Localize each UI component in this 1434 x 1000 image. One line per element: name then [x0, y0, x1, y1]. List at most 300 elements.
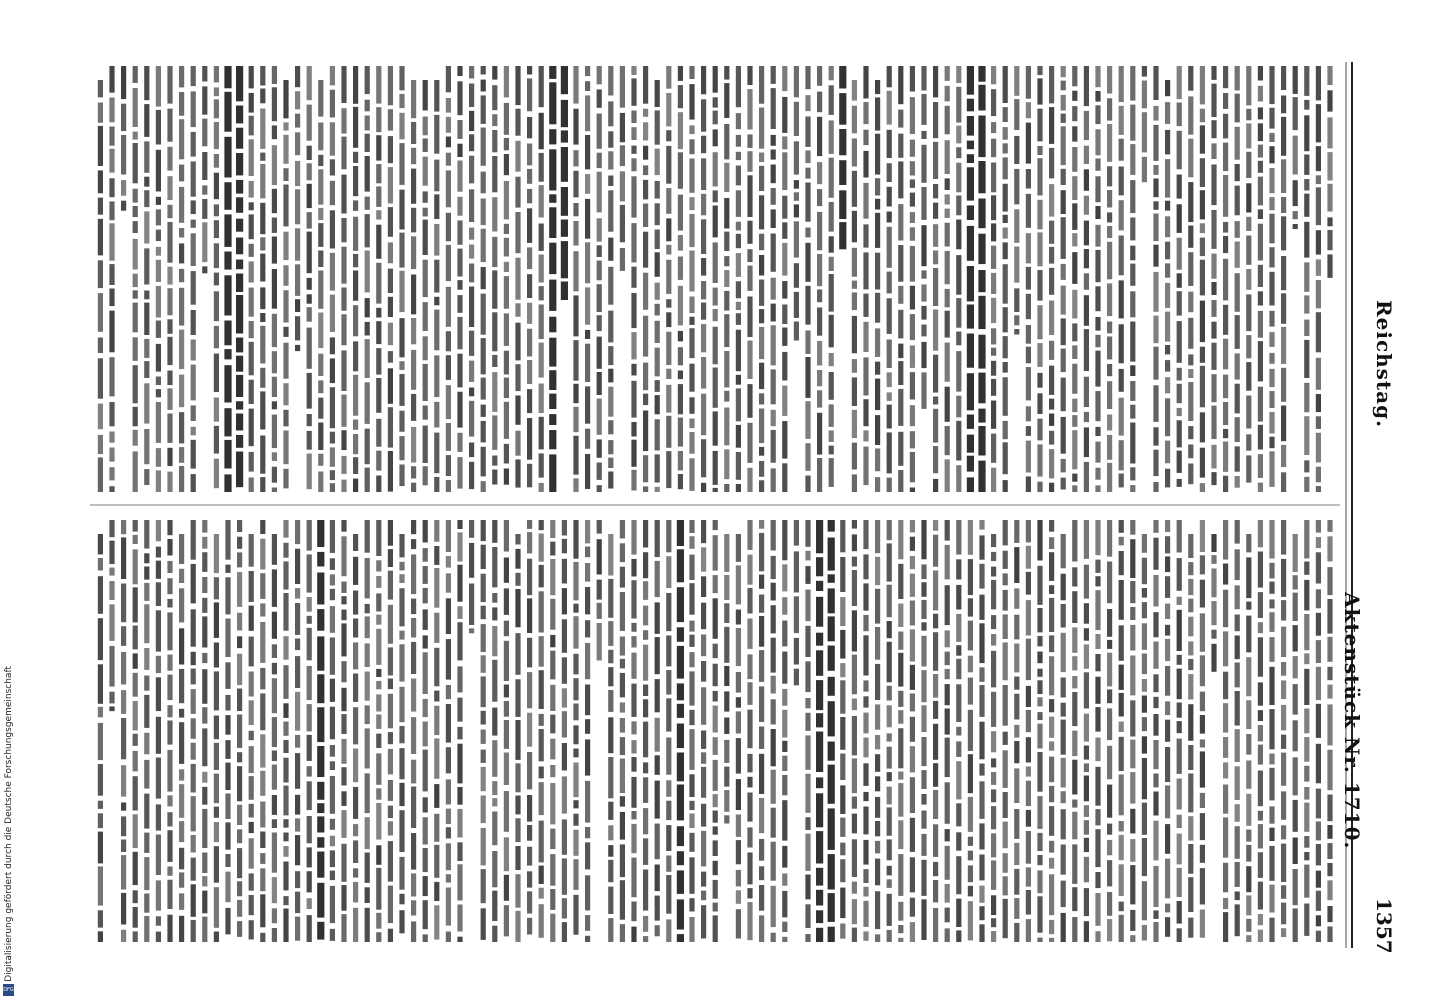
text-word	[736, 890, 741, 904]
text-word	[608, 860, 613, 882]
text-word	[1119, 902, 1124, 912]
text-word	[121, 765, 126, 796]
text-word	[759, 885, 764, 911]
text-word	[1223, 93, 1228, 109]
text-word	[1211, 374, 1216, 402]
text-word	[736, 840, 741, 864]
text-word	[655, 380, 660, 392]
text-word	[933, 355, 938, 393]
text-word	[910, 601, 915, 626]
text-word	[666, 416, 671, 448]
text-word	[1235, 186, 1240, 216]
text-word	[921, 325, 926, 337]
text-word	[655, 252, 660, 276]
text-word	[771, 209, 776, 228]
text-word	[341, 314, 346, 345]
text-word	[898, 925, 903, 933]
text-word	[481, 481, 486, 492]
text-word	[956, 421, 961, 461]
text-word	[805, 590, 810, 622]
text-word	[191, 220, 196, 228]
text-word	[133, 852, 138, 885]
text-word	[782, 463, 787, 492]
text-word	[237, 613, 242, 631]
text-word	[492, 415, 497, 450]
text-word	[956, 659, 961, 679]
text-word	[179, 466, 184, 492]
text-word	[236, 180, 243, 194]
text-word	[840, 597, 845, 626]
text-word	[504, 791, 509, 832]
text-word	[1223, 737, 1228, 758]
text-word	[330, 295, 335, 332]
text-word	[573, 725, 578, 744]
text-word	[1026, 426, 1031, 436]
text-word	[504, 103, 509, 135]
text-word	[295, 66, 300, 87]
text-word	[423, 191, 428, 202]
text-word	[1107, 337, 1112, 360]
text-word	[481, 405, 486, 417]
text-word	[376, 378, 381, 413]
text-word	[747, 468, 752, 492]
text-word	[1200, 301, 1205, 343]
text-word	[1003, 792, 1008, 818]
text-word	[1327, 667, 1332, 680]
text-word	[573, 895, 578, 935]
text-word	[677, 549, 684, 582]
text-word	[1304, 709, 1309, 734]
text-word	[840, 859, 845, 882]
text-word	[991, 401, 996, 429]
text-word	[272, 663, 277, 675]
text-word	[677, 826, 684, 846]
text-word	[597, 623, 602, 661]
text-word	[724, 767, 729, 787]
text-word	[782, 689, 787, 706]
text-word	[1165, 639, 1170, 661]
text-word	[144, 248, 149, 284]
text-word	[504, 685, 509, 698]
text-word	[968, 754, 973, 793]
text-word	[1269, 108, 1274, 129]
text-word	[1095, 129, 1100, 155]
text-word	[365, 116, 370, 131]
text-word	[1026, 546, 1031, 569]
text-word	[434, 905, 439, 939]
text-word	[144, 733, 149, 755]
text-word	[434, 80, 439, 112]
text-word	[167, 830, 172, 862]
text-word	[191, 564, 196, 604]
text-word	[341, 175, 346, 214]
text-word	[978, 116, 985, 158]
text-word	[747, 853, 752, 885]
text-word	[481, 655, 486, 673]
text-word	[991, 163, 996, 193]
text-word	[1223, 236, 1228, 253]
text-word	[1130, 485, 1135, 492]
text-word	[1003, 750, 1008, 788]
text-word	[666, 385, 671, 413]
text-word	[747, 266, 752, 291]
text-word	[144, 141, 149, 172]
text-word	[423, 876, 428, 896]
text-word	[1095, 677, 1100, 704]
text-word	[1107, 66, 1112, 94]
text-word	[144, 104, 149, 137]
text-word	[1003, 421, 1008, 439]
text-word	[562, 559, 567, 584]
text-word	[1061, 678, 1066, 698]
text-word	[655, 781, 660, 819]
text-word	[236, 435, 243, 448]
text-word	[689, 710, 694, 725]
text-word	[863, 901, 868, 927]
text-word	[446, 843, 451, 870]
text-word	[713, 880, 718, 899]
text-word	[133, 290, 138, 298]
text-word	[214, 354, 219, 393]
text-word	[643, 165, 648, 175]
text-word	[1200, 223, 1205, 233]
text-word	[933, 224, 938, 247]
text-word	[816, 557, 823, 576]
text-word	[260, 109, 265, 149]
text-word	[1153, 922, 1158, 942]
text-word	[167, 66, 172, 104]
text-word	[307, 66, 312, 100]
text-word	[1211, 601, 1216, 625]
text-word	[1014, 694, 1019, 720]
text-word	[283, 758, 288, 783]
text-word	[492, 740, 497, 777]
text-word	[121, 816, 126, 836]
text-word	[1165, 520, 1170, 532]
text-word	[713, 903, 718, 912]
text-word	[353, 305, 358, 336]
text-word	[991, 567, 996, 577]
text-word	[713, 706, 718, 733]
text-word	[713, 598, 718, 639]
text-word	[805, 228, 810, 238]
text-word	[434, 355, 439, 397]
text-word	[224, 440, 231, 469]
text-word	[1269, 612, 1274, 632]
text-word	[283, 819, 288, 828]
text-word	[1153, 165, 1158, 175]
text-word	[713, 190, 718, 202]
text-word	[1246, 434, 1251, 450]
text-word	[376, 669, 381, 677]
text-word	[539, 255, 544, 283]
text-word	[1049, 699, 1054, 712]
text-word	[887, 227, 892, 268]
text-word	[839, 129, 846, 155]
text-word	[307, 554, 312, 592]
text-word	[446, 874, 451, 882]
text-word	[805, 661, 810, 692]
text-word	[457, 280, 462, 290]
text-word	[666, 66, 671, 89]
text-word	[1130, 381, 1135, 401]
text-word	[1026, 766, 1031, 776]
text-word	[643, 273, 648, 310]
text-word	[910, 405, 915, 426]
text-word	[549, 317, 556, 333]
text-word	[794, 66, 799, 97]
text-word	[967, 266, 974, 301]
text-word	[1258, 852, 1263, 878]
text-word	[376, 164, 381, 183]
text-word	[921, 622, 926, 630]
text-word	[782, 305, 787, 325]
text-word	[631, 824, 636, 853]
text-word	[1269, 168, 1274, 193]
text-word	[829, 85, 834, 115]
text-word	[1281, 197, 1286, 213]
text-word	[1281, 96, 1286, 114]
text-word	[631, 902, 636, 922]
text-word	[736, 66, 741, 107]
text-word	[1223, 703, 1228, 732]
text-word	[875, 362, 880, 375]
text-word	[1072, 399, 1077, 412]
text-word	[597, 284, 602, 312]
text-word	[121, 652, 126, 685]
text-word	[1049, 431, 1054, 445]
text-word	[144, 429, 149, 464]
text-word	[423, 260, 428, 297]
text-word	[237, 520, 242, 532]
text-word	[446, 779, 451, 804]
text-word	[747, 654, 752, 679]
text-word	[376, 66, 381, 104]
text-word	[388, 605, 393, 644]
text-word	[1072, 917, 1077, 942]
text-word	[828, 765, 835, 804]
text-word	[910, 314, 915, 340]
text-word	[1119, 737, 1124, 771]
text-word	[608, 151, 613, 169]
text-word	[399, 726, 404, 743]
text-word	[1235, 663, 1240, 688]
text-word	[1153, 674, 1158, 692]
text-word	[782, 386, 787, 416]
text-word	[156, 321, 161, 338]
text-word	[817, 66, 822, 86]
text-word	[736, 628, 741, 666]
text-word	[945, 194, 950, 204]
text-word	[272, 678, 277, 713]
text-word	[527, 66, 532, 75]
text-word	[701, 752, 706, 764]
text-word	[898, 520, 903, 559]
text-word	[1235, 384, 1240, 414]
text-word	[399, 374, 404, 406]
text-word	[1177, 739, 1182, 774]
funding-note: Digitalisierung gefördert durch die Deutsche Forschungsgemeinschaft	[4, 666, 14, 982]
text-word	[1003, 732, 1008, 745]
text-word	[597, 463, 602, 480]
text-word	[121, 626, 126, 646]
text-word	[109, 178, 114, 197]
text-word	[585, 330, 590, 339]
text-word	[1246, 700, 1251, 729]
text-word	[341, 395, 346, 427]
text-word	[805, 566, 810, 584]
text-word	[910, 193, 915, 207]
text-word	[376, 308, 381, 318]
text-word	[1258, 520, 1263, 547]
text-word	[1026, 810, 1031, 827]
text-word	[1014, 547, 1019, 583]
text-word	[1142, 157, 1147, 182]
text-word	[446, 455, 451, 476]
text-word	[98, 558, 103, 571]
text-word	[898, 204, 903, 240]
text-word	[272, 66, 277, 84]
text-word	[1304, 383, 1309, 413]
text-word	[156, 230, 161, 242]
text-word	[1281, 627, 1286, 657]
text-word	[307, 597, 312, 612]
text-word	[945, 343, 950, 382]
text-word	[1165, 536, 1170, 553]
text-word	[457, 727, 462, 740]
text-word	[701, 603, 706, 630]
text-word	[225, 520, 230, 560]
text-word	[1316, 146, 1321, 171]
text-word	[1014, 898, 1019, 919]
text-word	[550, 783, 555, 824]
text-word	[979, 823, 984, 849]
text-word	[816, 928, 823, 942]
text-word	[549, 280, 556, 311]
text-word	[260, 894, 265, 927]
text-word	[991, 806, 996, 829]
text-word	[214, 807, 219, 818]
text-word	[956, 727, 961, 736]
text-word	[875, 934, 880, 942]
text-word	[388, 886, 393, 924]
text-word	[202, 669, 207, 704]
text-word	[330, 358, 335, 383]
text-word	[1153, 821, 1158, 861]
text-word	[388, 549, 393, 567]
text-word	[724, 718, 729, 735]
text-word	[295, 753, 300, 789]
text-word	[561, 187, 568, 216]
text-word	[318, 423, 323, 451]
text-word	[839, 93, 846, 125]
text-word	[307, 847, 312, 867]
text-word	[121, 855, 126, 889]
text-word	[330, 606, 335, 633]
text-word	[620, 520, 625, 539]
text-word	[1304, 115, 1309, 151]
text-word	[631, 559, 636, 577]
text-word	[573, 407, 578, 432]
text-word	[109, 98, 114, 123]
text-word	[829, 404, 834, 427]
text-word	[144, 520, 149, 549]
text-word	[330, 638, 335, 675]
text-word	[736, 281, 741, 298]
text-word	[411, 318, 416, 344]
text-word	[1223, 429, 1228, 438]
text-word	[237, 636, 242, 648]
text-word	[655, 203, 660, 225]
text-word	[341, 350, 346, 391]
text-word	[376, 560, 381, 571]
text-word	[933, 268, 938, 306]
text-word	[317, 520, 324, 547]
text-word	[805, 357, 810, 398]
text-word	[411, 921, 416, 942]
text-word	[1014, 247, 1019, 283]
text-word	[828, 588, 835, 613]
text-word	[863, 807, 868, 835]
text-word	[365, 322, 370, 336]
text-word	[330, 850, 335, 867]
text-word	[399, 113, 404, 140]
text-word	[979, 722, 984, 760]
text-word	[527, 189, 532, 203]
text-word	[852, 292, 857, 310]
text-word	[307, 414, 312, 426]
text-word	[933, 880, 938, 902]
text-word	[1235, 127, 1240, 160]
text-word	[805, 286, 810, 325]
text-word	[643, 411, 648, 452]
text-word	[492, 593, 497, 603]
text-word	[1130, 105, 1135, 141]
text-word	[991, 434, 996, 463]
text-word	[863, 294, 868, 317]
text-word	[921, 670, 926, 702]
text-word	[1130, 246, 1135, 261]
text-word	[1061, 703, 1066, 717]
text-word	[527, 891, 532, 913]
text-word	[133, 143, 138, 183]
text-word	[689, 520, 694, 533]
text-word	[411, 787, 416, 829]
text-word	[979, 595, 984, 620]
text-word	[202, 809, 207, 848]
text-word	[805, 117, 810, 147]
text-word	[446, 423, 451, 451]
text-word	[225, 715, 230, 735]
text-word	[376, 753, 381, 784]
text-word	[167, 371, 172, 386]
text-word	[1165, 441, 1170, 464]
text-word	[1177, 520, 1182, 553]
text-word	[411, 427, 416, 463]
text-word	[295, 132, 300, 155]
text-word	[782, 621, 787, 647]
text-word	[597, 66, 602, 84]
text-word	[504, 276, 509, 309]
text-word	[771, 808, 776, 838]
text-word	[1072, 887, 1077, 911]
text-word	[388, 136, 393, 163]
text-word	[1014, 520, 1019, 543]
text-word	[1327, 927, 1332, 943]
text-word	[875, 213, 880, 248]
text-word	[782, 775, 787, 795]
text-word	[317, 636, 324, 670]
